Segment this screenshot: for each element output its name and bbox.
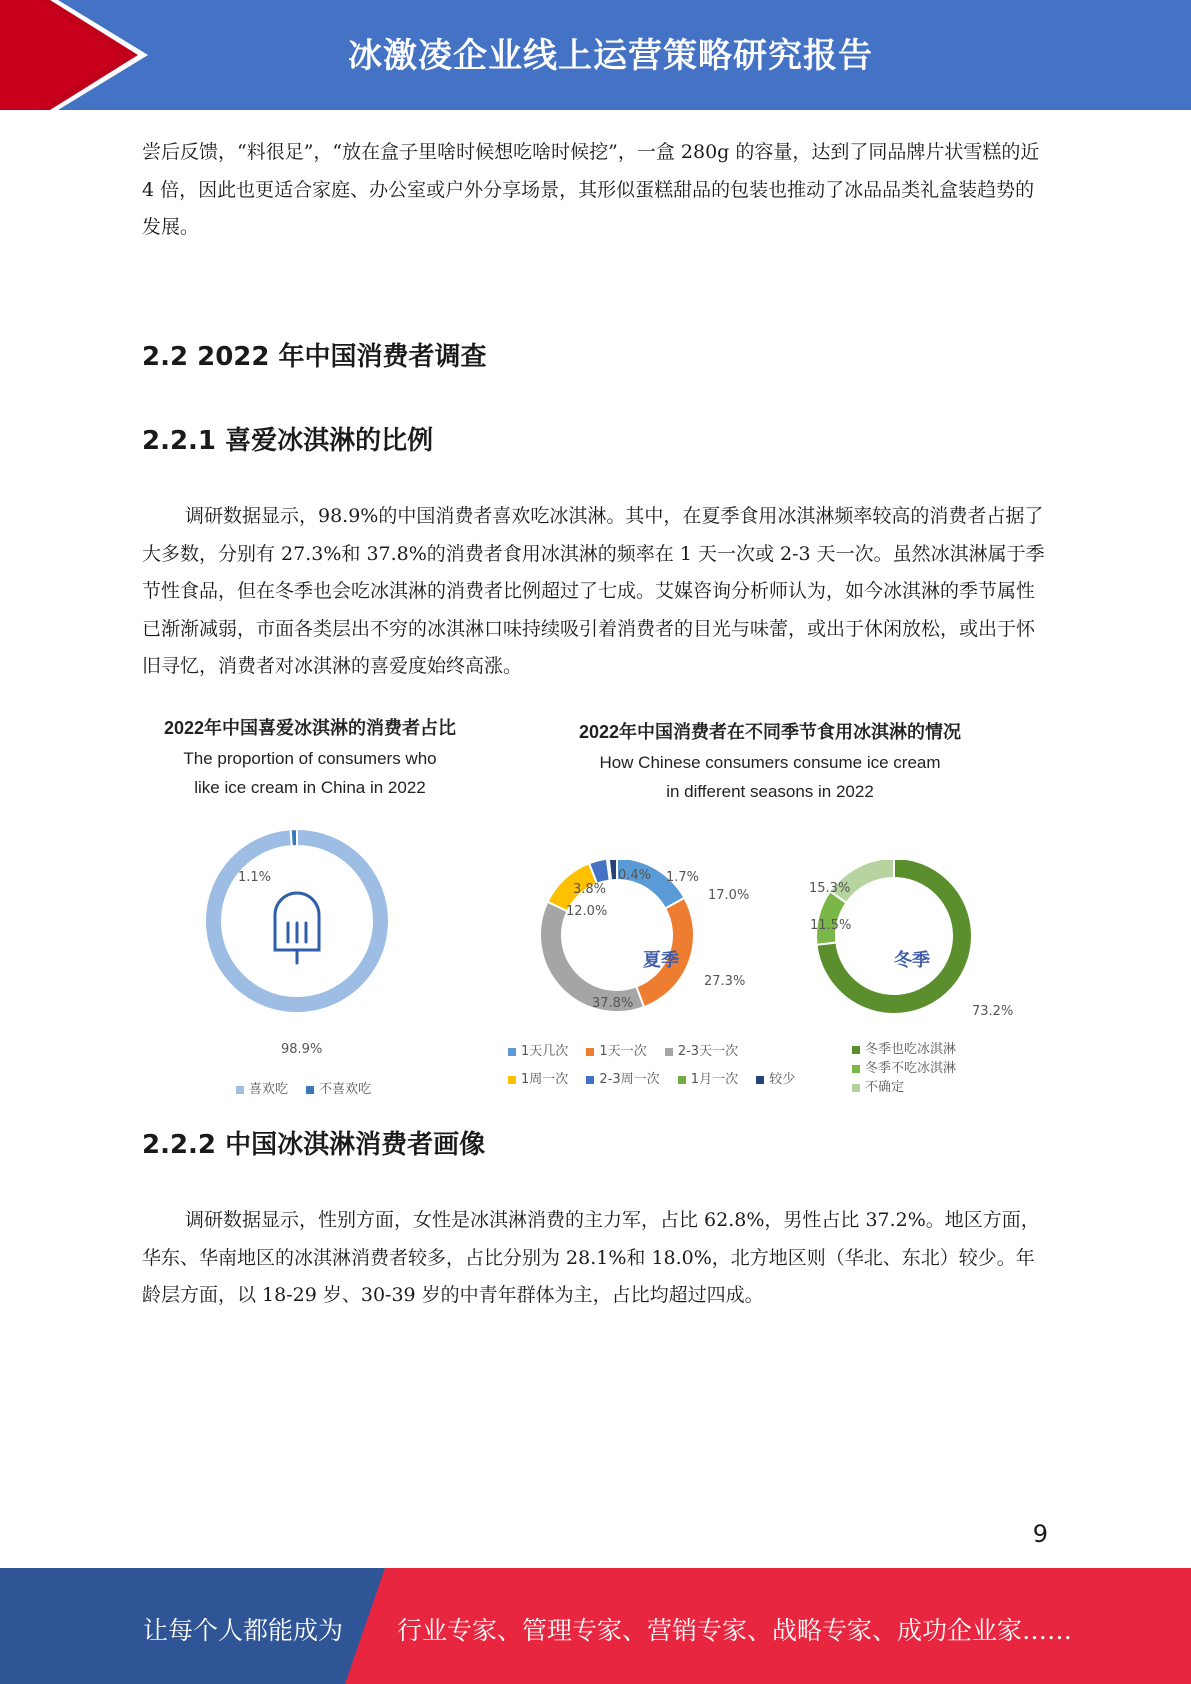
label-dislike: 1.1% bbox=[238, 870, 272, 885]
legend-item: 喜欢吃 bbox=[236, 1078, 288, 1097]
footer-slogan-left: 让每个人都能成为 bbox=[143, 1616, 344, 1645]
report-title: 冰激凌企业线上运营策略研究报告 bbox=[348, 36, 873, 76]
footer-slogan-right: 行业专家、管理专家、营销专家、战略专家、成功企业家…… bbox=[397, 1616, 1073, 1645]
legend-item: 1周一次 bbox=[508, 1066, 568, 1094]
intro-paragraph: 尝后反馈，“料很足”，“放在盒子里啥时候想吃啥时候挖”，一盒 280g 的容量，达到了同品牌片状雪糕的近 4 倍，因此也更适合家庭、办公室或户外分享场景，其形似蛋糕甜品的包装也推动了冰品品类礼盒装趋势的发展。 bbox=[142, 141, 1040, 238]
legend-item: 冬季也吃冰淇淋 bbox=[852, 1040, 956, 1059]
figure-1-title: 2022年中国喜爱冰淇淋的消费者占比 bbox=[163, 718, 457, 738]
legend-item: 1月一次 bbox=[678, 1066, 738, 1094]
figure-3-legend bbox=[852, 1040, 956, 1097]
figure-2-legend bbox=[508, 1038, 828, 1094]
label-winter-1: 73.2% bbox=[972, 1004, 1014, 1019]
label-summer-2: 27.3% bbox=[704, 974, 746, 989]
figure-seasons bbox=[500, 710, 1040, 1100]
figure-1-subtitle bbox=[140, 744, 480, 802]
figure-1-subtitle-line-2: like ice cream in China in 2022 bbox=[194, 778, 426, 797]
page-number: 9 bbox=[1032, 1520, 1048, 1548]
section-2-2-2-paragraph: 调研数据显示，性别方面，女性是冰淇淋消费的主力军，占比 62.8%，男性占比 37.2%。地区方面，华东、华南地区的冰淇淋消费者较多，占比分别为 28.1%和 18.0%，北方地区则（华北、东北）较少。年龄层方面，以 18-29 岁、30-39 岁的中青年群体为主，占比均超过四成。 bbox=[142, 1209, 1040, 1306]
label-like: 98.9% bbox=[281, 1042, 323, 1057]
figure-1-legend bbox=[236, 1078, 385, 1097]
donut-slice-2 bbox=[291, 830, 297, 846]
legend-item: 1天几次 bbox=[508, 1038, 568, 1066]
page-footer bbox=[0, 1568, 1191, 1684]
ice-cream-bar-icon bbox=[275, 893, 319, 963]
label-summer-4: 12.0% bbox=[566, 904, 608, 919]
legend-item: 2-3天一次 bbox=[665, 1038, 738, 1066]
label-summer-5: 3.8% bbox=[573, 882, 607, 897]
label-summer-3: 37.8% bbox=[592, 996, 634, 1011]
figure-like-ice-cream bbox=[140, 710, 480, 1100]
section-2-2-1-heading: 2.2.1 喜爱冰淇淋的比例 bbox=[142, 426, 434, 456]
donut-slice-7 bbox=[609, 860, 617, 880]
winter-center-label: 冬季 bbox=[894, 950, 930, 971]
figure-1-subtitle-line-1: The proportion of consumers who bbox=[183, 749, 437, 768]
section-2-2-1-paragraph: 调研数据显示，98.9%的中国消费者喜欢吃冰淇淋。其中，在夏季食用冰淇淋频率较高的消费者占据了大多数，分别有 27.3%和 37.8%的消费者食用冰淇淋的频率在 1 天一次或 2-3 天一次。虽然冰淇淋属于季节性食品，但在冬季也会吃冰淇淋的消费者比例超过了七成。艾媒咨询分析师认为，如今冰淇淋的季节属性已渐渐减弱，市面各类层出不穷的冰淇淋口味持续吸引着消费者的目光与味蕾，或出于休闲放松，或出于怀旧寻忆，消费者对冰淇淋的喜爱度始终高涨。 bbox=[142, 505, 1045, 677]
page-header bbox=[0, 0, 1191, 110]
legend-item: 较少 bbox=[756, 1066, 795, 1094]
figure-2-subtitle-line-1: How Chinese consumers consume ice cream bbox=[599, 753, 941, 772]
summer-center-label: 夏季 bbox=[643, 950, 679, 971]
legend-item: 不喜欢吃 bbox=[306, 1078, 371, 1097]
figure-2-subtitle-line-2: in different seasons in 2022 bbox=[666, 782, 874, 801]
legend-item: 1天一次 bbox=[586, 1038, 646, 1066]
section-2-2-heading: 2.2 2022 年中国消费者调查 bbox=[142, 342, 487, 372]
label-winter-3: 15.3% bbox=[809, 881, 851, 896]
label-summer-1: 17.0% bbox=[708, 888, 750, 903]
figure-2-title: 2022年中国消费者在不同季节食用冰淇淋的情况 bbox=[578, 722, 962, 742]
figure-2-subtitle bbox=[500, 748, 1040, 806]
label-winter-2: 11.5% bbox=[810, 918, 852, 933]
legend-item: 冬季不吃冰淇淋 bbox=[852, 1059, 956, 1078]
section-2-2-2-heading: 2.2.2 中国冰淇淋消费者画像 bbox=[142, 1130, 486, 1160]
legend-item: 2-3周一次 bbox=[586, 1066, 659, 1094]
label-summer-7: 1.7% bbox=[666, 870, 700, 885]
legend-item: 不确定 bbox=[852, 1078, 956, 1097]
label-summer-6: 0.4% bbox=[618, 868, 652, 883]
